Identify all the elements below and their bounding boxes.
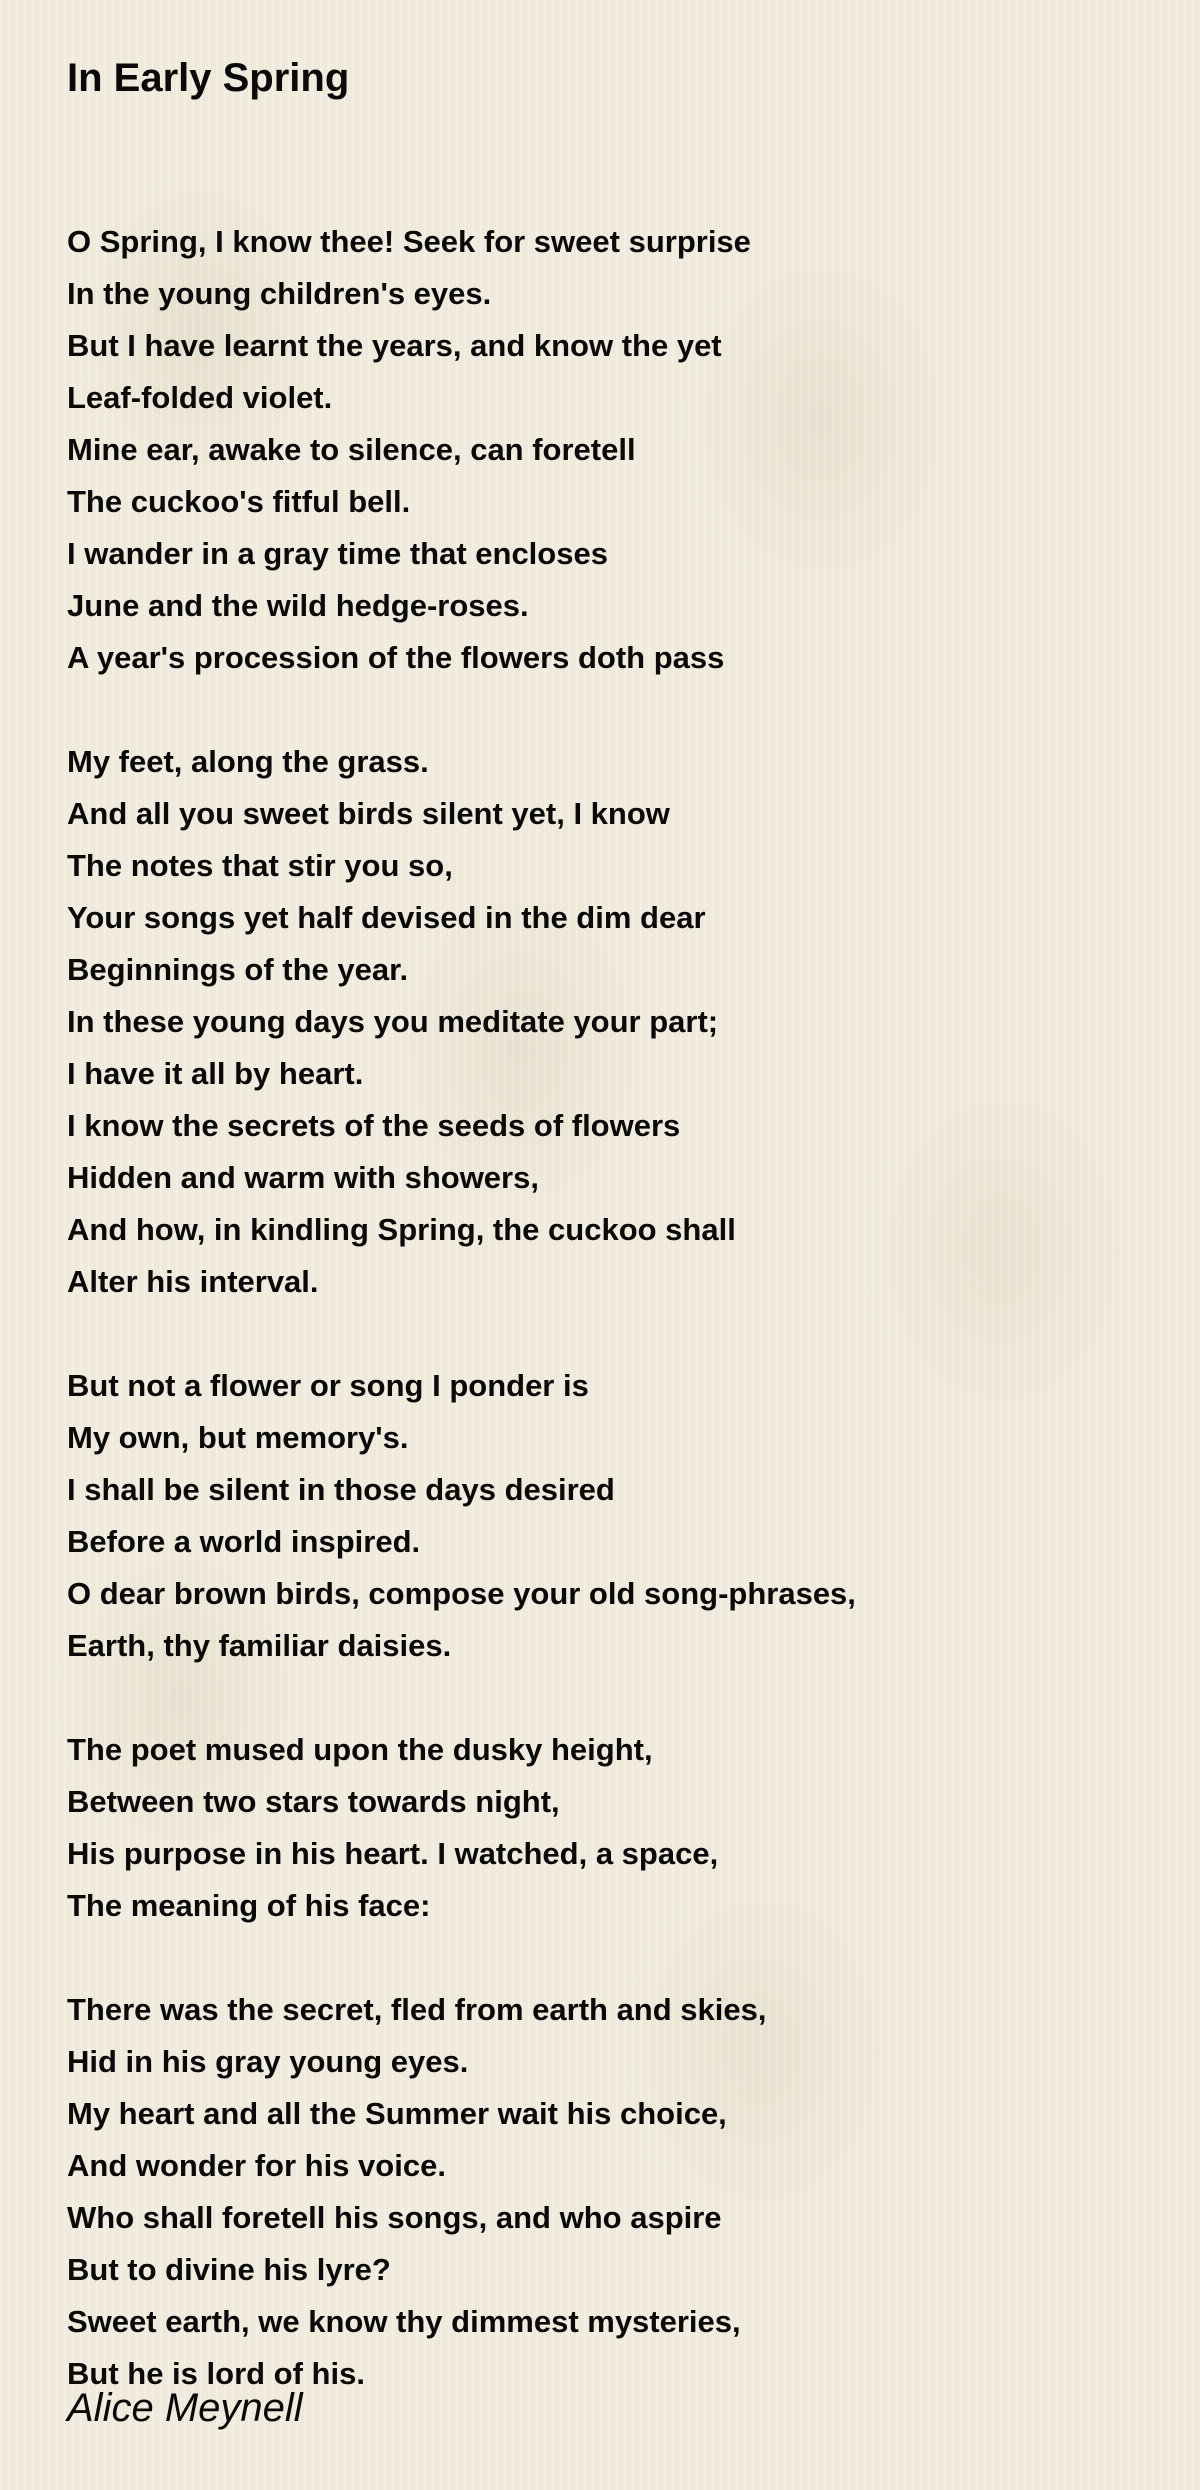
poem-line: Hid in his gray young eyes. xyxy=(67,2044,469,2079)
poem-line: I have it all by heart. xyxy=(67,1056,364,1091)
poem-author: Alice Meynell xyxy=(67,2386,303,2430)
poem-line: Hidden and warm with showers, xyxy=(67,1160,539,1195)
poem-line: His purpose in his heart. I watched, a space, xyxy=(67,1836,719,1871)
stanza xyxy=(67,216,856,684)
poem-line: There was the secret, fled from earth and skies, xyxy=(67,1992,767,2027)
poem-line: Between two stars towards night, xyxy=(67,1784,560,1819)
poem-line: In the young children's eyes. xyxy=(67,276,492,311)
poem-title: In Early Spring xyxy=(67,56,350,100)
poem-line: Who shall foretell his songs, and who aspire xyxy=(67,2200,722,2235)
poem-line: Before a world inspired. xyxy=(67,1524,421,1559)
poem-line: And wonder for his voice. xyxy=(67,2148,446,2183)
poem-line: Earth, thy familiar daisies. xyxy=(67,1628,452,1663)
poem-line: I shall be silent in those days desired xyxy=(67,1472,615,1507)
poem-line: Mine ear, awake to silence, can foretell xyxy=(67,432,636,467)
poem-line: O Spring, I know thee! Seek for sweet surprise xyxy=(67,224,751,259)
poem xyxy=(67,48,1147,2391)
stanza-gap xyxy=(67,1672,856,1724)
poem-line: And how, in kindling Spring, the cuckoo shall xyxy=(67,1212,736,1247)
stanza xyxy=(67,1360,856,1672)
poem-line: But he is lord of his. xyxy=(67,2356,365,2391)
stanza-gap xyxy=(67,1932,856,1984)
poem-line: The cuckoo's fitful bell. xyxy=(67,484,411,519)
poem-line: The poet mused upon the dusky height, xyxy=(67,1732,653,1767)
stanza xyxy=(67,1724,856,1932)
poem-line: A year's procession of the flowers doth pass xyxy=(67,640,725,675)
poem-line: But to divine his lyre? xyxy=(67,2252,391,2287)
poem-line: The notes that stir you so, xyxy=(67,848,453,883)
stanza-gap xyxy=(67,1308,856,1360)
stanza-gap xyxy=(67,684,856,736)
poem-line: I wander in a gray time that encloses xyxy=(67,536,608,571)
poem-line: June and the wild hedge-roses. xyxy=(67,588,529,623)
poem-line: But not a flower or song I ponder is xyxy=(67,1368,589,1403)
poem-line: The meaning of his face: xyxy=(67,1888,431,1923)
stanza xyxy=(67,736,856,1308)
poem-line: O dear brown birds, compose your old song-phrases, xyxy=(67,1576,856,1611)
poem-line: Beginnings of the year. xyxy=(67,952,409,987)
poem-line: My feet, along the grass. xyxy=(67,744,429,779)
poem-line: My heart and all the Summer wait his choice, xyxy=(67,2096,727,2131)
poem-line: I know the secrets of the seeds of flowers xyxy=(67,1108,681,1143)
poem-line: My own, but memory's. xyxy=(67,1420,409,1455)
poem-line: Sweet earth, we know thy dimmest mysteries, xyxy=(67,2304,741,2339)
poem-line: Your songs yet half devised in the dim dear xyxy=(67,900,706,935)
poem-line: And all you sweet birds silent yet, I know xyxy=(67,796,670,831)
stanza xyxy=(67,1984,856,2400)
poem-line: In these young days you meditate your part; xyxy=(67,1004,719,1039)
poem-body xyxy=(67,216,856,2400)
poem-line: But I have learnt the years, and know the yet xyxy=(67,328,722,363)
poem-line: Leaf-folded violet. xyxy=(67,380,333,415)
poem-line: Alter his interval. xyxy=(67,1264,319,1299)
